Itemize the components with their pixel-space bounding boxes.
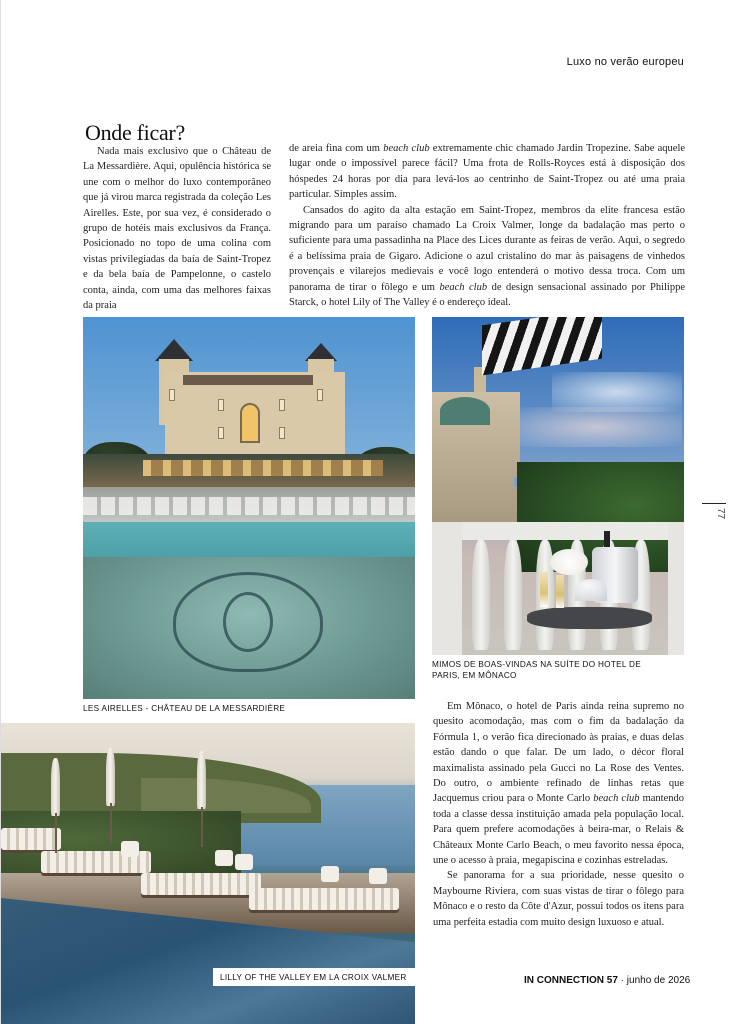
article-heading: Onde ficar? [85, 120, 185, 145]
photo-chateau-la-messardiere [83, 317, 415, 699]
page-number: 77 [702, 503, 726, 521]
footer-magazine-name: IN CONNECTION 57 [524, 975, 618, 986]
paragraph-chateau: Nada mais exclusivo que o Château de La Messardière. Aqui, opulência histórica se une com o melhor do luxo contemporâneo que já virou marca registrada da coleção Les Airelles. Este, por sua vez, é considerado o grupo de hotéis mais exclusivos da França. Posicionado no topo de uma colina com vistas privilegiadas da baía de Saint-Tropez e da bela baía de Pampelonne, o castelo conta, ainda, com uma das melhores faixas da praia [83, 146, 271, 312]
caption-lily: LILLY OF THE VALLEY EM LA CROIX VALMER [220, 973, 407, 982]
article-bottom-column [433, 699, 684, 930]
paragraph-maybourne: Se panorama for a sua prioridade, nesse quesito o Maybourne Riviera, com suas vistas de tirar o fôlego para Mônaco e o resto da Côte d'Azur, possui todos os itens para uma perfeita estadia com muito design luxuoso e atual. [433, 870, 684, 928]
caption-monaco: MIMOS DE BOAS-VINDAS NA SUÍTE DO HOTEL DE PARIS, EM MÔNACO [432, 660, 641, 680]
article-left-column [83, 144, 271, 313]
article-right-column [289, 141, 685, 310]
footer [524, 975, 690, 986]
paragraph-la-croix-valmer: Cansados do agito da alta estação em Saint-Tropez, membros da elite francesa estão migrando para um paraíso chamado La Croix Valmer, longe da badalação mas perto o suficiente para uma passadinha na Place des Lices durante as feiras de verão. Aqui, o segredo é a belíssima praia de Gigaro. Adicione o azul cristalino do mar às paisagens de vinhedos provençais e vilarejos medievais e você logo entenderá o motivo dessa troca. Com um panorama de tirar o fôlego e um beach club de design sensacional assinado por Philippe Starck, o hotel Lily of The Valley é o endereço ideal. [289, 204, 685, 309]
photo-hotel-de-paris-monaco [432, 317, 684, 655]
section-label: Luxo no verão europeu [566, 56, 684, 68]
paragraph-jardin-tropezine: de areia fina com um beach club extremamente chic chamado Jardin Tropezine. Sabe aquele lugar onde o impossível parece fácil? Uma frota de Rolls-Royces está à disposição dos hóspedes 24 horas por dia para levá-los ao centrinho de Saint-Tropez ou até uma praia particular. Simples assim. [289, 143, 686, 201]
paragraph-monaco: Em Mônaco, o hotel de Paris ainda reina supremo no quesito acomodação, mas com o fim da badalação da Fórmula 1, o verão fica direcionado às praias, e duas delas estão dando o que falar. De um lado, o décor floral maximalista assinado pela Gucci no La Rose des Ventes. Do outro, o ambiente refinado de linhas retas que Jacquemus criou para o Monte Carlo beach club mantendo toda a classe dessa instituição amada pela população local. Para quem prefere acomodações à beira-mar, o Relais & Châteaux Monte Carlo Beach, o meu favorito nessa época, une o acesso à praia, megapiscina e cozinhas estreladas. [433, 701, 684, 867]
footer-date: · junho de 2026 [617, 975, 691, 986]
caption-chateau: LES AIRELLES - CHÂTEAU DE LA MESSARDIÈRE [83, 704, 286, 713]
